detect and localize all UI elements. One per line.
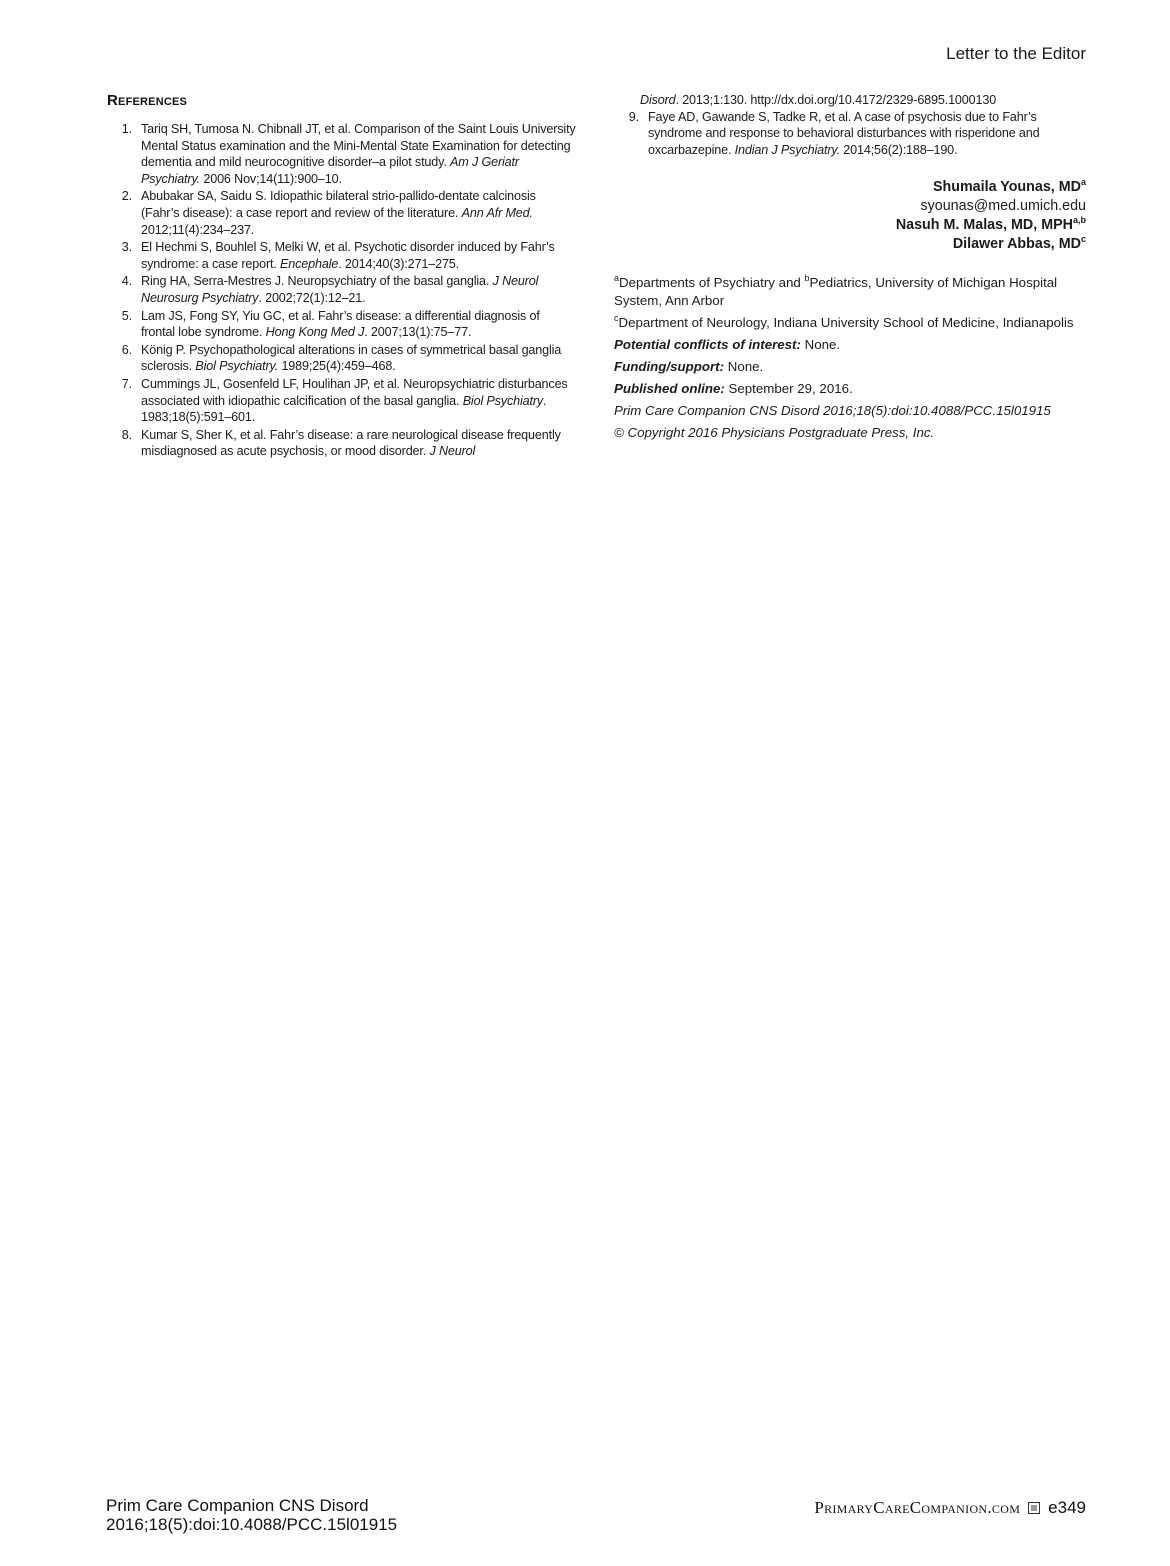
square-bullet-icon <box>1028 1502 1040 1514</box>
reference-number: 7. <box>121 376 132 391</box>
reference-text: König P. Psychopathological alterations in cases of symmetrical basal ganglia sclerosis. Biol Psychiatry. 1989;25(4):459–468. <box>141 342 562 374</box>
section-label: Letter to the Editor <box>946 44 1086 63</box>
reference-continuation: Disord. 2013;1:130. http://dx.doi.org/10.4172/2329-6895.1000130 <box>640 93 997 107</box>
reference-item <box>107 427 577 460</box>
right-column <box>614 92 1086 446</box>
reference-item <box>107 188 577 238</box>
reference-item <box>107 121 577 187</box>
reference-text: Ring HA, Serra-Mestres J. Neuropsychiatry of the basal ganglia. J Neurol Neurosurg Psychiatry. 2002;72(1):12–21. <box>141 274 539 305</box>
reference-text: El Hechmi S, Bouhlel S, Melki W, et al. Psychotic disorder induced by Fahr’s syndrome: a case report. Encephale. 2014;40(3):271–275. <box>141 240 555 271</box>
published-statement: Published online: September 29, 2016. <box>614 381 853 397</box>
reference-number: 6. <box>121 342 132 357</box>
author-name: Dilawer Abbas, $MD^c$ <box>952 234 1086 253</box>
reference-item <box>107 308 577 341</box>
left-column <box>107 92 577 461</box>
reference-text: Cummings JL, Gosenfeld LF, Houlihan JP, et al. Neuropsychiatric disturbances associated with idiopathic calcification of the basal ganglia. Biol Psychiatry. 1983;18(5):591–601. <box>141 376 568 425</box>
reference-text: Kumar S, Sher K, et al. Fahr’s disease: a rare neurological disease frequently misdiagnosed as acute psychosis, or mood disorder. J Neurol <box>141 427 561 459</box>
affiliation-line: $^a$Departments of Psychiatry and $^b$Pediatrics, University of Michigan Hospital System, Ann Arbor <box>614 273 1058 309</box>
footer-journal-name: Prim Care Companion CNS Disord <box>106 1496 369 1515</box>
reference-number: 9. <box>628 109 639 124</box>
references-heading: References <box>107 92 188 109</box>
footer-doi: 2016;18(5):doi:10.4088/PCC.15l01915 <box>106 1515 398 1534</box>
footer-site-link[interactable]: PrimaryCareCompanion.com <box>814 1498 1021 1517</box>
reference-item <box>107 273 577 306</box>
affiliations <box>614 274 1086 332</box>
funding-statement: Funding/support: None. <box>614 359 764 375</box>
author-name: Nasuh M. Malas, MD, MPH$^{a,b}$ <box>895 215 1086 234</box>
reference-item <box>107 376 577 426</box>
conflicts-statement: Potential conflicts of interest: None. <box>614 337 841 353</box>
reference-number: 8. <box>121 427 132 442</box>
reference-text: Abubakar SA, Saidu S. Idiopathic bilateral strio-pallido-dentate calcinosis (Fahr’s disease): a case report and review of the literature. Ann Afr Med. 2012;11(4):234–237. <box>141 189 536 237</box>
reference-item <box>614 109 1086 159</box>
reference-number: 1. <box>121 122 132 136</box>
author-name: Shumaila Younas, $MD^a$ <box>932 177 1086 196</box>
reference-number: 5. <box>121 308 132 323</box>
reference-text: Faye AD, Gawande S, Tadke R, et al. A case of psychosis due to Fahr’s syndrome and response to behavioral disturbances with risperidone and oxcarbazepine. Indian J Psychiatry. 2014;56(2):188–190. <box>648 109 1040 157</box>
page-number: e349 <box>1048 1498 1086 1517</box>
copyright-line: © Copyright 2016 Physicians Postgraduate Press, Inc. <box>614 425 935 441</box>
reference-text: Tariq SH, Tumosa N. Chibnall JT, et al. Comparison of the Saint Louis University Mental Status examination and the Mini-Mental State Examination for detecting dementia and mild neurocognitive disorder–a pilot study. Am J Geriatr Psychiatry. 2006 Nov;14(11):900–10. <box>141 122 576 186</box>
reference-number: 4. <box>121 274 132 289</box>
author-block <box>614 178 1086 254</box>
reference-item <box>107 239 577 272</box>
reference-item <box>107 342 577 375</box>
reference-number: 3. <box>121 240 132 255</box>
references-list <box>107 121 577 460</box>
footer-page-info <box>814 1498 1086 1518</box>
affiliation-line: $^c$Department of Neurology, Indiana University School of Medicine, Indianapolis <box>614 313 1074 331</box>
reference-number: 2. <box>121 189 132 204</box>
citation-line: Prim Care Companion CNS Disord 2016;18(5):doi:10.4088/PCC.15l01915 <box>614 403 1051 419</box>
footer-journal <box>106 1496 397 1534</box>
reference-text: Lam JS, Fong SY, Yiu GC, et al. Fahr’s disease: a differential diagnosis of frontal lobe syndrome. Hong Kong Med J. 2007;13(1):75–77. <box>141 308 540 340</box>
author-email: syounas@med.umich.edu <box>920 198 1086 215</box>
